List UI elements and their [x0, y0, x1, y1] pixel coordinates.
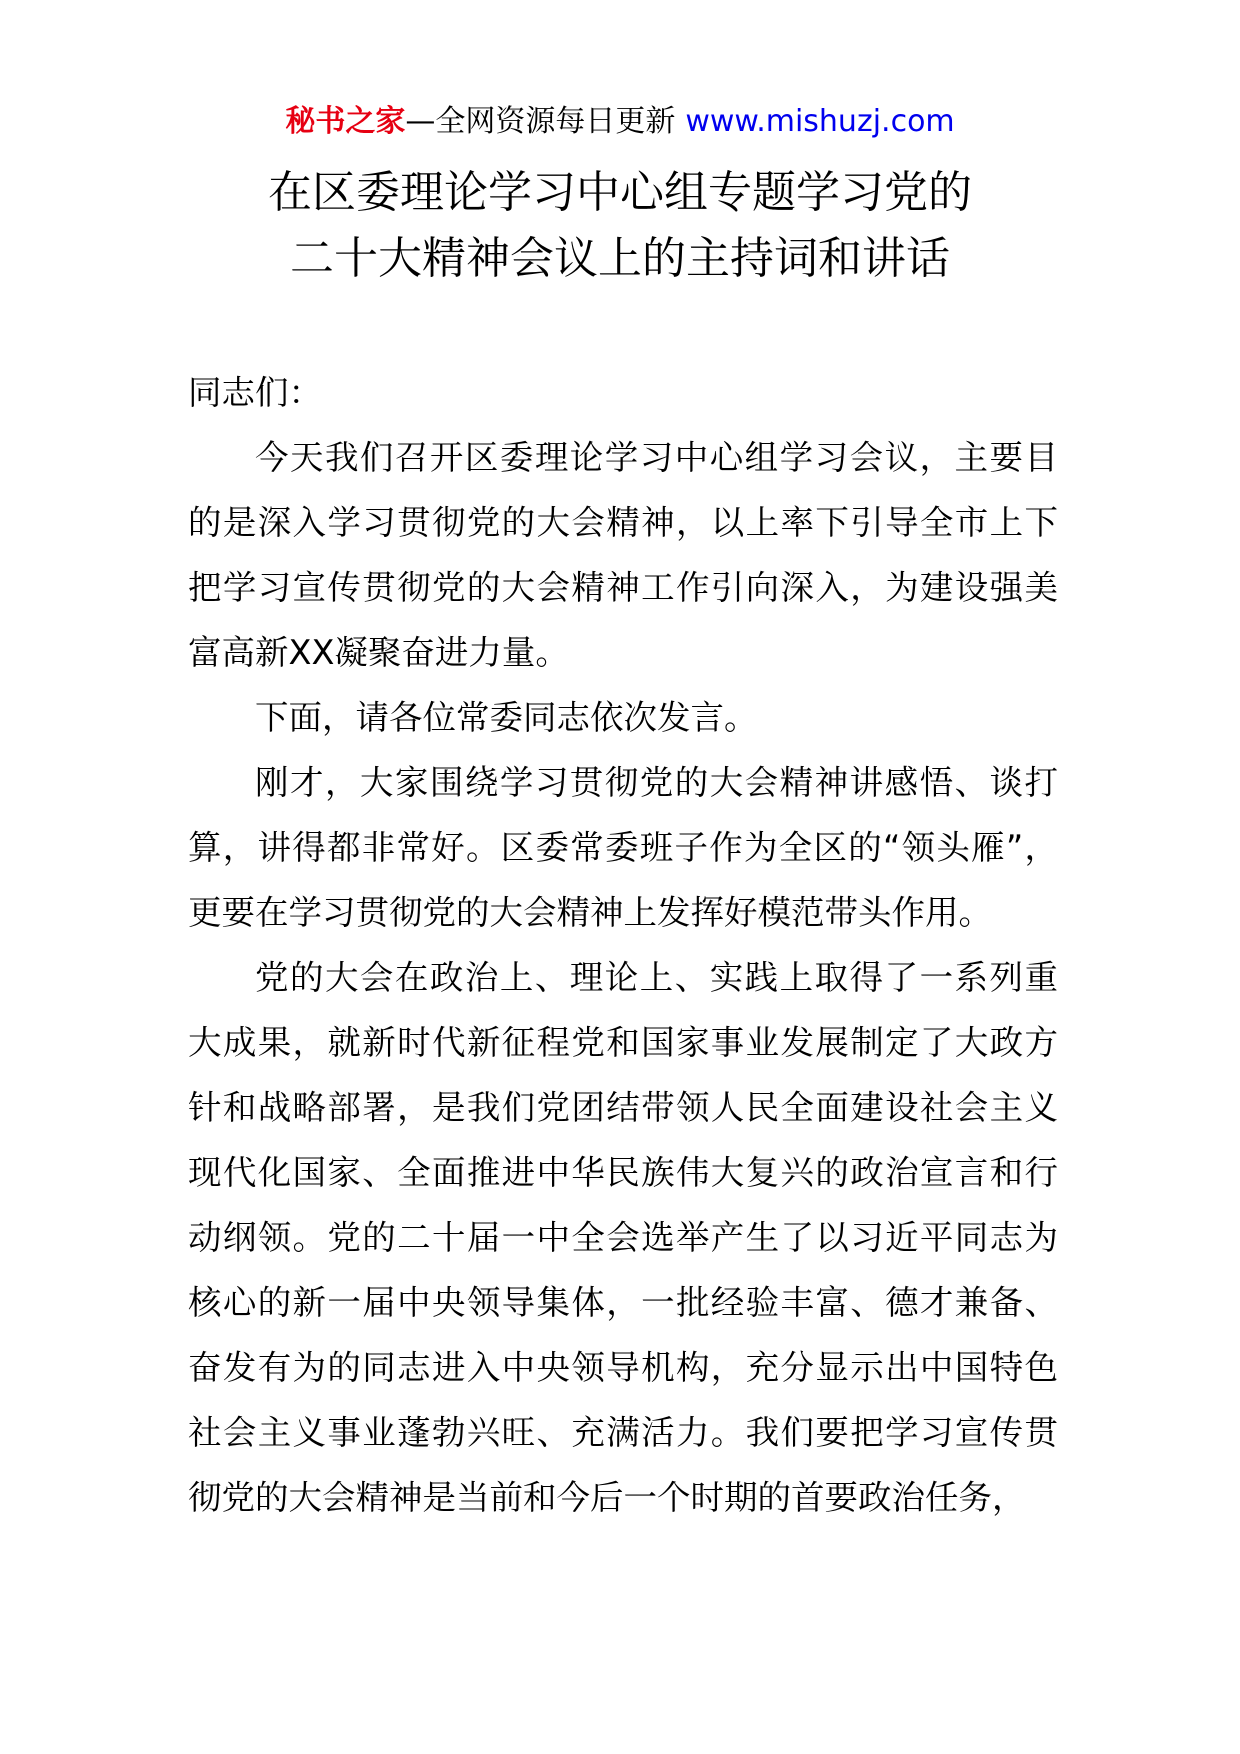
salutation: 同志们：: [188, 373, 322, 412]
paragraph-4: 党的大会在政治上、理论上、实践上取得了一系列重大成果，就新时代新征程党和国家事业发展制定了大政方针和战略部署，是我们党团结带领人民全面建设社会主义现代化国家、全面推进中华民族伟大复兴的政治宣言和行动纲领。党的二十届一中全会选举产生了以习近平同志为核心的新一届中央领导集体，一批经验丰富、德才兼备、奋发有为的同志进入中央领导机构，充分显示出中国特色社会主义事业蓬勃兴旺、充满活力。我们要把学习宣传贯彻党的大会精神是当前和今后一个时期的首要政治任务，: [188, 958, 1058, 1517]
paragraph-1: 今天我们召开区委理论学习中心组学习会议，主要目的是深入学习贯彻党的大会精神，以上率下引导全市上下把学习宣传贯彻党的大会精神工作引向深入，为建设强美富高新XX凝聚奋进力量。: [188, 438, 1058, 672]
site-header: [0, 100, 1240, 144]
paragraph-3: 刚才，大家围绕学习贯彻党的大会精神讲感悟、谈打算，讲得都非常好。区委常委班子作为全区的“领头雁”，更要在学习贯彻党的大会精神上发挥好模范带头作用。: [188, 763, 1058, 932]
document-body: [188, 360, 1058, 1530]
paragraph-2: 下面，请各位常委同志依次发言。: [255, 698, 758, 737]
header-tagline: 全网资源每日更新: [435, 104, 676, 139]
header-dash: —: [405, 104, 436, 139]
document-title-line-1: 在区委理论学习中心组专题学习党的: [268, 167, 972, 218]
brand-name: 秘书之家: [285, 104, 406, 139]
site-url-link[interactable]: www.mishuzj.com: [685, 104, 955, 139]
document-title-line-2: 二十大精神会议上的主持词和讲话: [290, 233, 950, 284]
